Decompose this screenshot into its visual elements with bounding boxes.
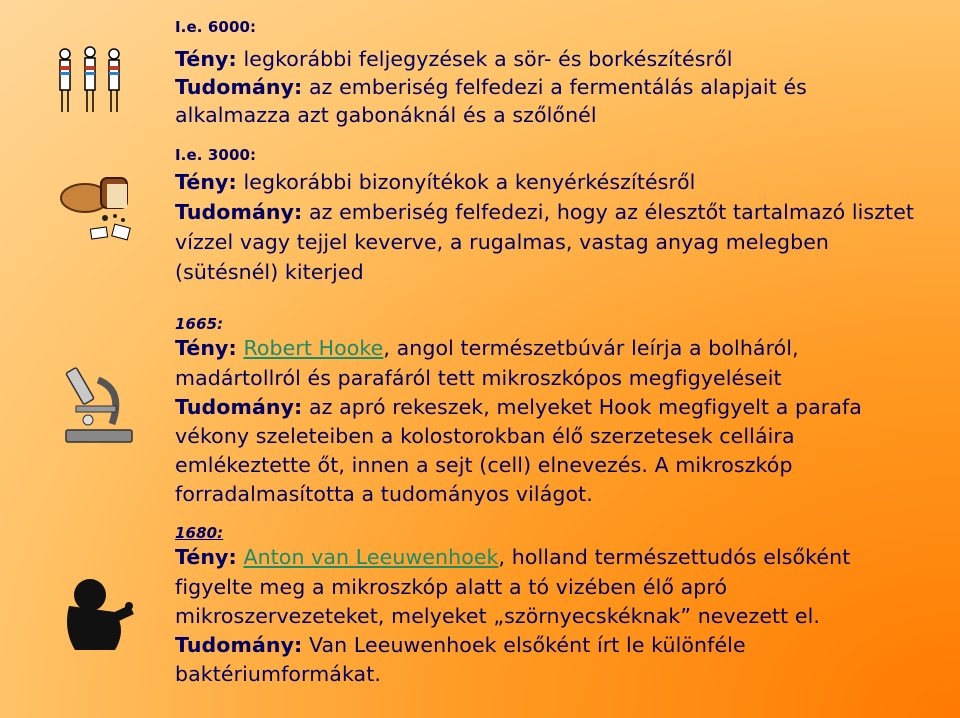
science-text: az apró rekeszek, melyeket Hook megfigyelt a parafa [302,395,862,419]
science-text-cont: vékony szeleteiben a kolostorokban élő szerzetesek celláira [175,424,795,448]
science-line [175,200,914,224]
science-label: Tudomány: [175,200,303,224]
fact-text-cont: mikroszervezeteket, melyeket „szörnyecskéknak” nevezett el. [175,604,821,628]
science-label: Tudomány: [175,633,303,657]
science-text: az emberiség felfedezi, hogy az élesztőt tartalmazó lisztet [302,200,915,224]
fact-line [175,545,850,569]
fact-label: Tény: [175,170,237,194]
fact-text: legkorábbi feljegyzések a sör- és borkészítésről [236,47,733,71]
science-text: Van Leeuwenhoek elsőként írt le különféle [302,633,746,657]
fact-line [175,336,799,360]
science-label: Tudomány: [175,75,303,99]
science-line [175,75,807,99]
science-line [175,633,746,657]
microscope-icon [60,360,145,450]
science-text-cont: forradalmasította a tudományos világot. [175,482,593,506]
date-bc-3000: I.e. 3000: [175,146,257,164]
fact-text-cont: figyelte meg a mikroszkóp alatt a tó vizében élő apró [175,575,728,599]
fact-text: legkorábbi bizonyítékok a kenyérkészítésről [236,170,696,194]
fact-line [175,170,695,194]
science-text-cont: baktériumformákat. [175,662,381,686]
science-text-cont: vízzel vagy tejjel keverve, a rugalmas, vastag anyag melegben [175,230,830,254]
science-text-cont: (sütésnél) kiterjed [175,260,364,284]
science-text-cont: alkalmazza azt gabonáknál és a szőlőnél [175,103,597,127]
science-text-cont: emlékeztette őt, innen a sejt (cell) elnevezés. A mikroszkóp [175,453,793,477]
egyptian-figures-icon [50,40,130,120]
fact-text: , angol természetbúvár leírja a bolháról, [383,336,799,360]
fact-text-cont: madártollról és parafáról tett mikroszkópos megfigyeléseit [175,366,782,390]
leeuwenhoek-link[interactable]: Anton van Leeuwenhoek [243,545,499,569]
scientist-silhouette-icon [55,570,145,660]
science-text: az emberiség felfedezi a fermentálás alapjait és [302,75,807,99]
bread-icon [55,170,145,250]
date-1665: 1665: [175,315,224,333]
robert-hooke-link[interactable]: Robert Hooke [243,336,384,360]
fact-label: Tény: [175,336,237,360]
date-1680: 1680: [175,524,224,542]
science-line [175,395,862,419]
science-label: Tudomány: [175,395,303,419]
date-bc-6000: I.e. 6000: [175,18,257,36]
fact-line [175,47,733,71]
fact-text: , holland természettudós elsőként [498,545,851,569]
fact-label: Tény: [175,47,237,71]
fact-label: Tény: [175,545,237,569]
